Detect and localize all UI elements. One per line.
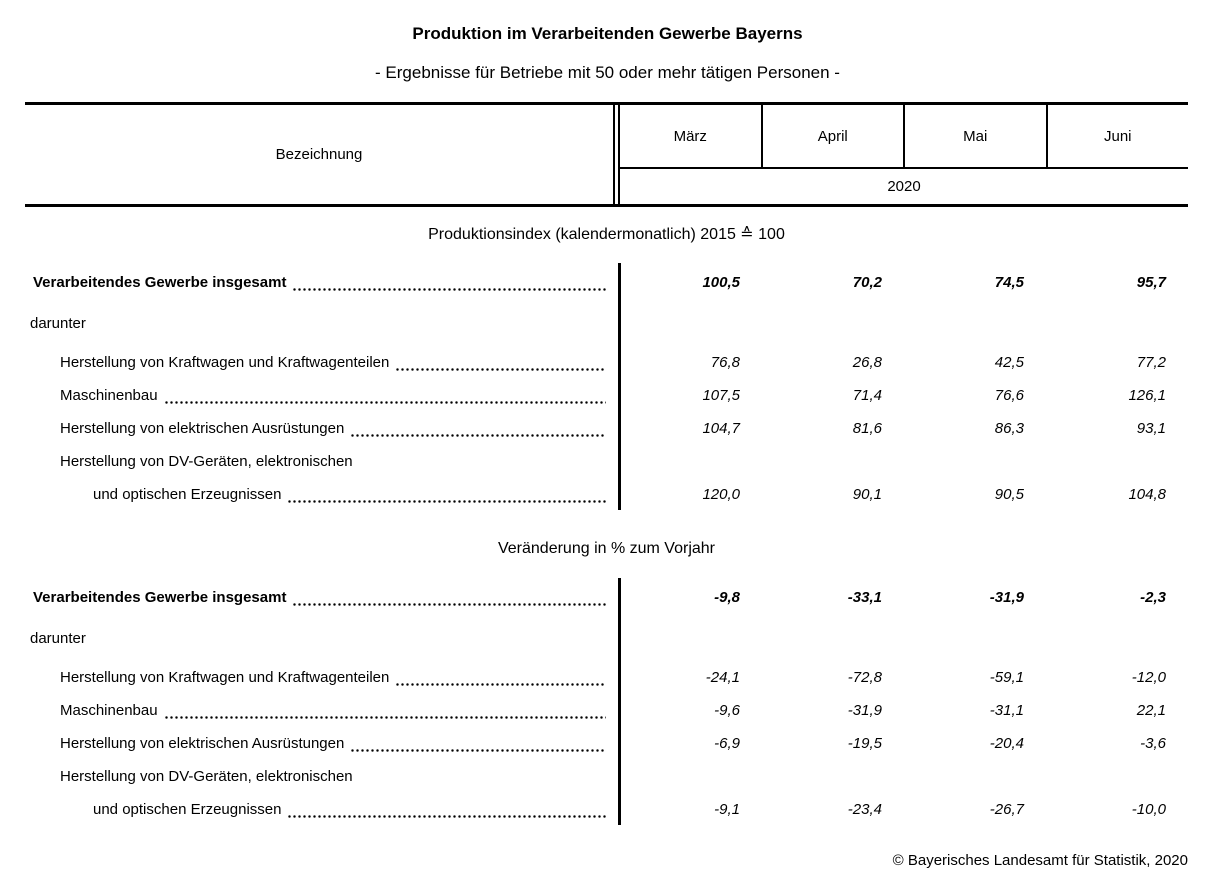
value-cell: 90,1 bbox=[852, 485, 882, 503]
row-label bbox=[25, 578, 620, 616]
value-cell: 120,0 bbox=[702, 485, 740, 503]
value-cell: 90,5 bbox=[994, 485, 1024, 503]
year-row bbox=[620, 169, 1188, 204]
table-row bbox=[25, 727, 1188, 760]
table-row-total bbox=[25, 263, 1188, 301]
column-divider-line bbox=[618, 263, 621, 510]
row-label bbox=[25, 616, 620, 661]
value-cell: -24,1 bbox=[705, 669, 740, 686]
section-veraenderung bbox=[25, 578, 1188, 825]
value-cell: -59,1 bbox=[989, 669, 1024, 686]
table-row-wrap-line2 bbox=[25, 478, 1188, 510]
table-row bbox=[25, 379, 1188, 412]
dot-leader bbox=[164, 694, 606, 727]
table-header bbox=[25, 102, 1188, 207]
row-label bbox=[25, 379, 620, 412]
bezeichnung-label: Bezeichnung bbox=[275, 146, 363, 163]
row-label-text: Maschinenbau bbox=[60, 387, 158, 404]
table-row-wrap-line2 bbox=[25, 793, 1188, 825]
page-title: Produktion im Verarbeitenden Gewerbe Bayerns bbox=[412, 24, 803, 43]
row-label bbox=[25, 263, 620, 301]
value-cell: 71,4 bbox=[852, 387, 882, 404]
month-label: Mai bbox=[963, 127, 988, 145]
row-label bbox=[25, 445, 620, 478]
month-label: April bbox=[817, 127, 848, 145]
row-label-text: darunter bbox=[30, 315, 86, 332]
value-cell: 100,5 bbox=[702, 273, 740, 291]
table-row-wrap-line1 bbox=[25, 760, 1188, 793]
section-produktionsindex bbox=[25, 263, 1188, 510]
row-label-text: darunter bbox=[30, 630, 86, 647]
value-cell: -2,3 bbox=[1140, 588, 1166, 606]
value-cell: -6,9 bbox=[714, 735, 740, 752]
month-label: Juni bbox=[1103, 127, 1132, 145]
table-row-wrap-line1 bbox=[25, 445, 1188, 478]
value-cell: -20,4 bbox=[989, 735, 1024, 752]
value-cell: -3,6 bbox=[1140, 735, 1166, 752]
dot-leader bbox=[164, 379, 606, 412]
value-cell: -33,1 bbox=[847, 588, 882, 606]
row-label-text: und optischen Erzeugnissen bbox=[93, 485, 282, 503]
value-cell: -9,8 bbox=[714, 588, 740, 606]
value-cell: 104,8 bbox=[1128, 485, 1166, 503]
header-cell-bezeichnung bbox=[25, 105, 615, 204]
section-heading-veraenderung: Veränderung in % zum Vorjahr bbox=[497, 540, 715, 557]
value-cell: 22,1 bbox=[1136, 702, 1166, 719]
header-cell-month bbox=[761, 105, 904, 167]
row-label bbox=[25, 793, 620, 825]
page-subtitle: - Ergebnisse für Betriebe mit 50 oder mehr tätigen Personen - bbox=[375, 63, 840, 82]
value-cell: 81,6 bbox=[852, 420, 882, 437]
row-label-text: Herstellung von elektrischen Ausrüstungen bbox=[60, 420, 345, 437]
value-cell: 70,2 bbox=[852, 273, 882, 291]
value-cell: -31,9 bbox=[989, 588, 1024, 606]
row-label bbox=[25, 412, 620, 445]
value-cell: -31,9 bbox=[847, 702, 882, 719]
value-cell: -31,1 bbox=[989, 702, 1024, 719]
value-cell: 93,1 bbox=[1136, 420, 1166, 437]
row-label-text: Herstellung von elektrischen Ausrüstungen bbox=[60, 735, 345, 752]
dot-leader bbox=[395, 346, 606, 379]
row-label bbox=[25, 478, 620, 510]
value-cell: -23,4 bbox=[847, 800, 882, 818]
row-label-text: und optischen Erzeugnissen bbox=[93, 800, 282, 818]
value-cell: -9,1 bbox=[714, 800, 740, 818]
dot-leader bbox=[350, 727, 606, 760]
value-cell: -10,0 bbox=[1131, 800, 1166, 818]
dot-leader bbox=[292, 263, 606, 301]
value-cell: 126,1 bbox=[1128, 387, 1166, 404]
table-row bbox=[25, 346, 1188, 379]
value-cell: -26,7 bbox=[989, 800, 1024, 818]
dot-leader bbox=[350, 412, 606, 445]
value-cell: -9,6 bbox=[714, 702, 740, 719]
header-cell-month bbox=[903, 105, 1046, 167]
table-row bbox=[25, 694, 1188, 727]
dot-leader bbox=[395, 661, 606, 694]
row-label-text: Herstellung von DV-Geräten, elektronischen bbox=[60, 453, 353, 470]
table-row bbox=[25, 412, 1188, 445]
row-label-text: Herstellung von Kraftwagen und Kraftwagenteilen bbox=[60, 669, 390, 686]
value-cell: 95,7 bbox=[1136, 273, 1166, 291]
header-months-area bbox=[618, 105, 1188, 204]
header-cell-month bbox=[620, 105, 761, 167]
row-label bbox=[25, 727, 620, 760]
value-cell: 104,7 bbox=[702, 420, 740, 437]
copyright-note: © Bayerisches Landesamt für Statistik, 2020 bbox=[892, 852, 1188, 869]
dot-leader bbox=[287, 478, 606, 510]
row-label bbox=[25, 301, 620, 346]
row-label-text: Herstellung von DV-Geräten, elektronischen bbox=[60, 768, 353, 785]
table-row-darunter bbox=[25, 616, 1188, 661]
column-divider-line bbox=[618, 578, 621, 825]
value-cell: 77,2 bbox=[1136, 354, 1166, 371]
value-cell: -19,5 bbox=[847, 735, 882, 752]
year-label: 2020 bbox=[887, 178, 921, 195]
row-label bbox=[25, 661, 620, 694]
table-row bbox=[25, 661, 1188, 694]
row-label-text: Maschinenbau bbox=[60, 702, 158, 719]
row-label bbox=[25, 346, 620, 379]
value-cell: -12,0 bbox=[1131, 669, 1166, 686]
dot-leader bbox=[287, 793, 606, 825]
row-label bbox=[25, 694, 620, 727]
value-cell: 76,6 bbox=[994, 387, 1024, 404]
value-cell: 74,5 bbox=[994, 273, 1024, 291]
table-row-darunter bbox=[25, 301, 1188, 346]
value-cell: 86,3 bbox=[994, 420, 1024, 437]
row-label-text: Verarbeitendes Gewerbe insgesamt bbox=[33, 273, 287, 291]
month-label: März bbox=[673, 127, 707, 145]
value-cell: 42,5 bbox=[994, 354, 1024, 371]
value-cell: 76,8 bbox=[710, 354, 740, 371]
header-cell-month bbox=[1046, 105, 1189, 167]
row-label-text: Verarbeitendes Gewerbe insgesamt bbox=[33, 588, 287, 606]
dot-leader bbox=[292, 578, 606, 616]
value-cell: -72,8 bbox=[847, 669, 882, 686]
value-cell: 107,5 bbox=[702, 387, 740, 404]
value-cell: 26,8 bbox=[852, 354, 882, 371]
row-label-text: Herstellung von Kraftwagen und Kraftwagenteilen bbox=[60, 354, 390, 371]
row-label bbox=[25, 760, 620, 793]
months-row bbox=[620, 105, 1188, 169]
table-row-total bbox=[25, 578, 1188, 616]
section-heading-produktionsindex: Produktionsindex (kalendermonatlich) 2015 ≙ 100 bbox=[428, 226, 785, 243]
